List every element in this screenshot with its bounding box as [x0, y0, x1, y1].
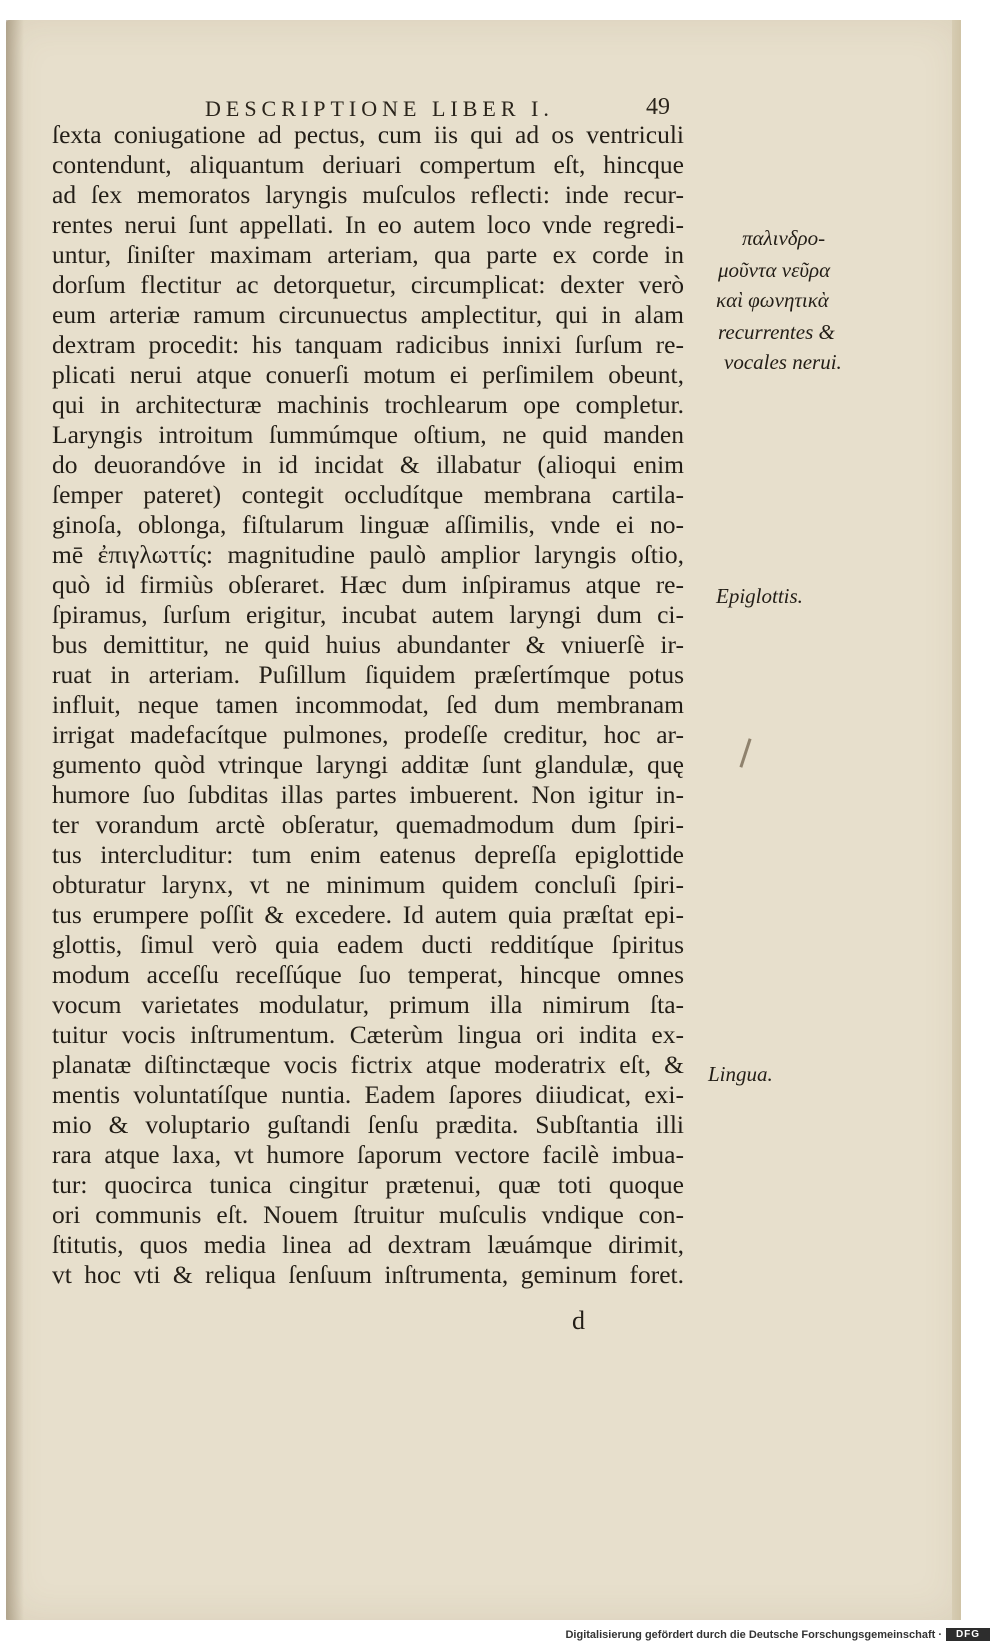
text-line: ſemper pateret) contegit occludítque membrana cartila-	[52, 480, 684, 509]
text-line: vocum varietates modulatur, primum illa nimirum ſta-	[52, 990, 684, 1019]
text-line: vt hoc vti & reliqua ſenſuum inſtrumenta, geminum foret.	[52, 1260, 684, 1289]
running-title: DESCRIPTIONE LIBER I.	[205, 96, 554, 121]
text-line: planatæ diſtinctæque vocis fictrix atque moderatrix eſt, &	[52, 1050, 684, 1079]
text-line: influit, neque tamen incommodat, ſed dum membranam	[52, 690, 684, 719]
signature-mark: d	[572, 1306, 585, 1335]
text-line: ſexta coniugatione ad pectus, cum iis qui ad os ventriculi	[52, 120, 684, 149]
text-line: dorſum flectitur ac detorquetur, circumplicat: dexter verò	[52, 270, 684, 299]
text-line: ruat in arteriam. Puſillum ſiquidem præſertímque potus	[52, 660, 684, 689]
text-line: bus demittitur, ne quid huius abundanter & vniuerſè ir-	[52, 630, 684, 659]
text-line: ſpiramus, ſurſum erigitur, incubat autem laryngi dum ci-	[52, 600, 684, 629]
text-line: eum arteriæ ramum circunuectus amplectitur, qui in alam	[52, 300, 684, 329]
dfg-logo: DFG	[946, 1628, 990, 1641]
text-line: do deuorandóve in id incidat & illabatur (alioqui enim	[52, 450, 684, 479]
text-line: ſtitutis, quos media linea ad dextram læuámque dirimit,	[52, 1230, 684, 1259]
text-line: irrigat madefacítque pulmones, prodeſſe creditur, hoc ar-	[52, 720, 684, 749]
text-line: mentis voluntatíſque nuntia. Eadem ſapores diiudicat, exi-	[52, 1080, 684, 1109]
text-line: contendunt, aliquantum deriuari compertum eſt, hincque	[52, 150, 684, 179]
main-text-block	[52, 120, 684, 1290]
text-line: rara atque laxa, vt humore ſaporum vectore facilè imbua-	[52, 1140, 684, 1169]
text-line: tur: quocirca tunica cingitur prætenui, quæ toti quoque	[52, 1170, 684, 1199]
margin-note-greek-1: παλινδρο-	[742, 226, 826, 250]
text-line: rentes nerui ſunt appellati. In eo autem loco vnde regredi-	[52, 210, 684, 239]
margin-note-lingua: Lingua.	[708, 1062, 773, 1086]
text-line: modum acceſſu receſſúque ſuo temperat, hincque omnes	[52, 960, 684, 989]
text-line: quò id firmiùs obſeraret. Hæc dum inſpiramus atque re-	[52, 570, 684, 599]
margin-note-epiglottis: Epiglottis.	[716, 584, 803, 608]
text-line: tus erumpere poſſit & excedere. Id autem quia præſtat epi-	[52, 900, 684, 929]
gutter-shadow	[6, 20, 24, 1620]
text-line: qui in architecturæ machinis trochlearum ope completur.	[52, 390, 684, 419]
text-line: humore ſuo ſubditas illas partes imbuerent. Non igitur in-	[52, 780, 684, 809]
margin-note-greek-2: μοῦντα νεῦρα	[718, 258, 831, 282]
text-line: obturatur larynx, vt ne minimum quidem concluſi ſpiri-	[52, 870, 684, 899]
text-line: untur, ſiniſter maximam arteriam, qua parte ex corde in	[52, 240, 684, 269]
page-number: 49	[646, 94, 670, 120]
text-line: dextram procedit: his tanquam radicibus innixi ſurſum re-	[52, 330, 684, 359]
digitization-credit: Digitalisierung gefördert durch die Deutsche Forschungsgemeinschaft ·	[565, 1629, 942, 1641]
page-fore-edge	[952, 20, 961, 1620]
text-line: mio & voluptario guſtandi ſenſu prædita. Subſtantia illi	[52, 1110, 684, 1139]
margin-note-vocales: vocales nerui.	[724, 350, 842, 374]
text-line: tus intercluditur: tum enim eatenus depreſſa epiglottide	[52, 840, 684, 869]
text-line: ter vorandum arctè obſeratur, quemadmodum dum ſpiri-	[52, 810, 684, 839]
margin-note-greek-3: καὶ φωνητικὰ	[716, 288, 829, 312]
text-line: ori communis eſt. Nouem ſtruitur muſculis vndique con-	[52, 1200, 684, 1229]
text-line: tuitur vocis inſtrumentum. Cæterùm lingua ori indita ex-	[52, 1020, 684, 1049]
text-line: mē ἐπιγλωττίς: magnitudine paulò amplior laryngis oſtio,	[52, 540, 684, 569]
text-line: glottis, ſimul verò quia eadem ducti redditíque ſpiritus	[52, 930, 684, 959]
text-line: ad ſex memoratos laryngis muſculos reflecti: inde recur-	[52, 180, 684, 209]
text-line: ginoſa, oblonga, fiſtularum linguæ aſſimilis, vnde ei no-	[52, 510, 684, 539]
text-line: gumento quòd vtrinque laryngi additæ ſunt glandulæ, quę	[52, 750, 684, 779]
text-line: Laryngis introitum ſummúmque oſtium, ne quid manden	[52, 420, 684, 449]
text-line: plicati nerui atque conuerſi motum ei perſimilem obeunt,	[52, 360, 684, 389]
margin-note-recurrentes: recurrentes &	[718, 320, 835, 344]
